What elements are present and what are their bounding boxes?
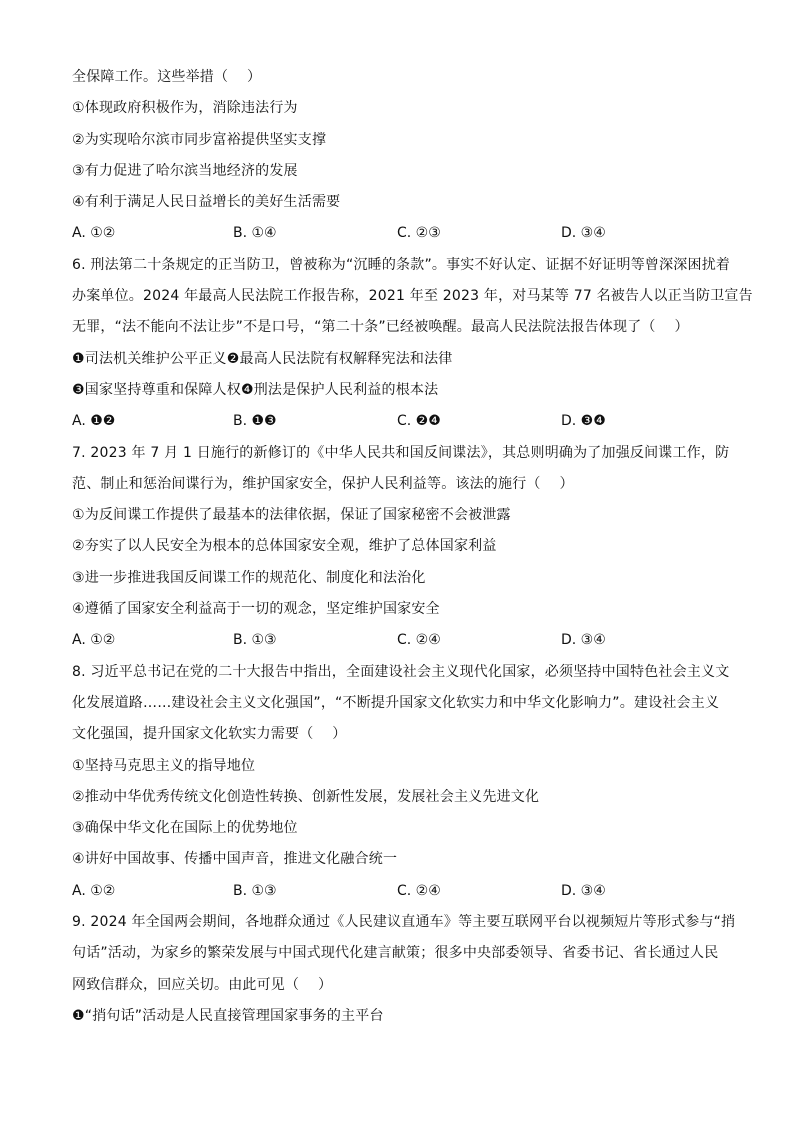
q5-stem-tail: 全保障工作。这些举措（ ） [72,69,262,85]
q8-stem-line: 8. 习近平总书记在党的二十大报告中指出，全面建设社会主义现代化国家，必须坚持中国特色社会主义文 [72,663,730,680]
q6-stem-line: 办案单位。2024 年最高人民法院工作报告称，2021 年至 2023 年，对马某等 77 名被告人以正当防卫宣告 [72,288,753,305]
q6-option-d: D. ❸❹ [561,413,606,430]
q8-stem-line: 文化强国，提升国家文化软实力需要（ ） [72,726,347,743]
q8-item: ④讲好中国故事、传播中国声音，推进文化融合统一 [72,851,398,868]
q5-item: ③有力促进了哈尔滨当地经济的发展 [72,162,298,179]
q5-item: ④有利于满足人民日益增长的美好生活需要 [72,194,341,211]
q7-options [72,625,732,656]
q7-item: ①为反间谍工作提供了最基本的法律依据，保证了国家秘密不会被泄露 [72,507,511,524]
q5-item: ①体现政府积极作为，消除违法行为 [72,100,298,117]
q7-stem-line: 范、制止和惩治间谍行为，维护国家安全，保护人民利益等。该法的施行（ ） [72,475,574,492]
q8-item: ①坚持马克思主义的指导地位 [72,757,256,774]
q7-item: ④遵循了国家安全利益高于一切的观念，坚定维护国家安全 [72,601,440,618]
q7-item: ③进一步推进我国反间谍工作的规范化、制度化和法治化 [72,569,426,586]
q9-stem-line: 9. 2024 年全国两会期间，各地群众通过《人民建议直通车》等主要互联网平台以视频短片等形式参与“捎 [72,914,736,931]
exam-page [72,62,753,1032]
q8-options [72,876,732,907]
q8-stem-line: 化发展道路……建设社会主义文化强国”，“不断提升国家文化软实力和中华文化影响力”。建设社会主义 [72,694,720,711]
q7-option-b: B. ①③ [233,632,277,649]
q8-option-a: A. ①② [72,882,116,899]
q7-option-d: D. ③④ [561,632,606,649]
q8-option-c: C. ②④ [397,882,441,899]
q6-options [72,406,732,437]
q9-item: ❶“捎句话”活动是人民直接管理国家事务的主平台 [72,1007,384,1024]
q6-stem-line: 无罪，“法不能向不法让步”不是口号，“第二十条”已经被唤醒。最高人民法院法报告体现了（ ） [72,319,689,336]
q6-item: ❸国家坚持尊重和保障人权❹刑法是保护人民利益的根本法 [72,381,439,398]
q5-option-d: D. ③④ [561,225,606,242]
q7-option-a: A. ①② [72,632,116,649]
q5-item: ②为实现哈尔滨市同步富裕提供坚实支撑 [72,131,327,148]
q6-option-b: B. ❶❸ [233,413,277,430]
q9-stem-line: 网致信群众，回应关切。由此可见（ ） [72,976,333,993]
q9-stem-line: 句话”活动，为家乡的繁荣发展与中国式现代化建言献策；很多中央部委领导、省委书记、省长通过人民 [72,945,719,962]
q8-option-b: B. ①③ [233,882,277,899]
q6-option-c: C. ❷❹ [397,413,441,430]
q6-option-a: A. ❶❷ [72,413,116,430]
q8-item: ③确保中华文化在国际上的优势地位 [72,820,298,837]
q8-item: ②推动中华优秀传统文化创造性转换、创新性发展，发展社会主义先进文化 [72,788,540,805]
q5-options [72,218,732,249]
q7-stem-line: 7. 2023 年 7 月 1 日施行的新修订的《中华人民共和国反间谍法》，其总则明确为了加强反间谍工作，防 [72,444,730,461]
q6-stem-line: 6. 刑法第二十条规定的正当防卫，曾被称为“沉睡的条款”。事实不好认定、证据不好证明等曾深深困扰着 [72,256,731,273]
q8-option-d: D. ③④ [561,882,606,899]
q7-option-c: C. ②④ [397,632,441,649]
q5-option-b: B. ①④ [233,225,277,242]
q7-item: ②夯实了以人民安全为根本的总体国家安全观，维护了总体国家利益 [72,538,497,555]
q5-option-a: A. ①② [72,225,116,242]
q5-option-c: C. ②③ [397,225,441,242]
q6-item: ❶司法机关维护公平正义❷最高人民法院有权解释宪法和法律 [72,350,453,367]
